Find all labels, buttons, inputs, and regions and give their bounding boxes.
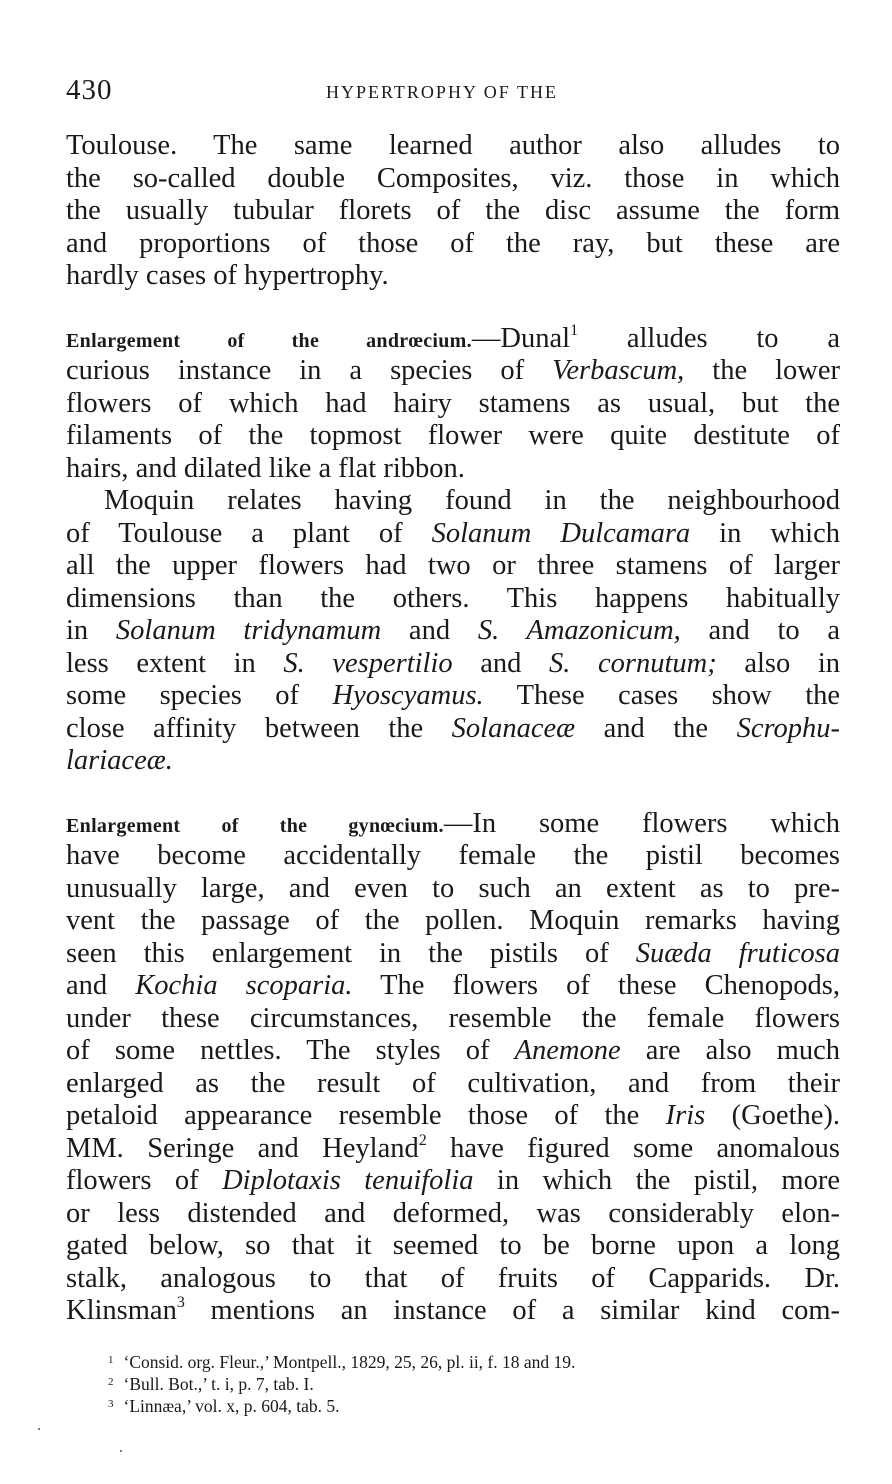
footnote-ref: 3 — [176, 1294, 185, 1311]
text-line: the usually tubular florets of the disc assume the form — [66, 195, 840, 226]
italic-text: S. Amazonicum, — [477, 615, 681, 646]
text-line: enlarged as the result of cultivation, and from their — [66, 1067, 840, 1099]
italic-text: Solanum tridynamum — [115, 615, 382, 646]
footnote-mark: 1 — [108, 1354, 114, 1366]
footnotes — [108, 1349, 848, 1415]
footnote-text: ‘Consid. org. Fleur.,’ Montpell., 1829, 25, 26, pl. ii, f. 18 and 19. — [123, 1352, 576, 1372]
text-fragment: and — [452, 647, 549, 679]
text-line: have become accidentally female the pistil becomes — [66, 840, 840, 871]
text-line: gated below, so that it seemed to be borne upon a long — [66, 1230, 840, 1261]
text-fragment: in which — [690, 517, 840, 549]
text-fragment: and proportions of those of the ray, but these are — [66, 227, 840, 259]
text-fragment: (Goethe). — [705, 1100, 841, 1131]
footnote-ref: 2 — [418, 1131, 427, 1149]
page-header — [66, 74, 840, 114]
text-line — [66, 938, 840, 971]
paper-speck — [120, 1450, 122, 1452]
italic-text: lariaceæ. — [66, 745, 173, 776]
text-fragment: alludes to a — [578, 322, 840, 354]
text-line — [66, 808, 840, 841]
section-gap — [66, 293, 840, 323]
footnote-text: ‘Linnæa,’ vol. x, p. 604, tab. 5. — [123, 1396, 340, 1416]
text-fragment: and — [66, 970, 136, 1001]
text-fragment: The flowers of these Chenopods, — [352, 970, 840, 1001]
text-fragment: of some nettles. The styles of — [66, 1035, 515, 1066]
text-line: or less distended and deformed, was considerably elon- — [66, 1197, 840, 1229]
italic-text: Anemone — [514, 1035, 621, 1066]
text-fragment: MM. Seringe and Heyland — [66, 1132, 419, 1164]
text-fragment: flowers of — [66, 1165, 223, 1196]
italic-text: Hyoscyamus. — [332, 680, 484, 711]
italic-text: Iris — [665, 1100, 706, 1131]
italic-text: S. cornutum; — [549, 647, 717, 679]
text-fragment: and the — [575, 712, 737, 744]
italic-text: Solanaceæ — [451, 712, 576, 744]
text-line: hairs, and dilated like a flat ribbon. — [66, 452, 465, 484]
text-line — [66, 615, 840, 648]
body-text — [66, 130, 840, 1328]
text-line — [66, 518, 840, 551]
text-line: unusually large, and even to such an extent as to pre- — [66, 872, 840, 904]
text-fragment: have figured some anomalous — [426, 1132, 840, 1164]
text-line — [66, 680, 840, 713]
footnote-ref: 1 — [570, 321, 579, 339]
text-fragment: curious instance in a species of — [66, 355, 553, 386]
text-line — [66, 713, 840, 746]
text-fragment: also in — [716, 647, 840, 679]
text-line — [66, 1035, 840, 1068]
page-number: 430 — [66, 74, 113, 106]
footnote-text: ‘Bull. Bot.,’ t. i, p. 7, tab. I. — [123, 1374, 314, 1394]
section-heading-gynoecium: Enlargement of the gynœcium. — [66, 814, 444, 837]
text-line — [66, 355, 840, 388]
text-line: the so-called double Composites, viz. those in which — [66, 162, 840, 194]
text-line: Moquin relates having found in the neighbourhood — [104, 485, 840, 516]
text-line — [66, 648, 840, 681]
italic-text: Suæda fruticosa — [635, 937, 840, 969]
text-line: vent the passage of the pollen. Moquin remarks having — [66, 905, 840, 936]
footnote — [108, 1393, 848, 1415]
italic-text: Solanum Dulcamara — [431, 517, 691, 549]
italic-text: Verbascum, — [552, 355, 685, 386]
text-line: Toulouse. The same learned author also alludes to — [66, 130, 840, 161]
text-fragment: —In some flowers which — [443, 807, 840, 839]
italic-text: S. vespertilio — [283, 647, 453, 679]
text-line: all the upper flowers had two or three stamens of larger — [66, 550, 840, 581]
italic-text: Diplotaxis tenuifolia — [222, 1165, 474, 1196]
text-fragment: of Toulouse a plant of — [66, 517, 432, 549]
italic-text: Scrophu- — [736, 712, 841, 744]
footnote — [108, 1371, 848, 1393]
text-line — [66, 1165, 840, 1198]
text-line — [66, 970, 840, 1003]
footnote — [108, 1349, 848, 1371]
text-fragment: mentions an instance of a similar kind com- — [184, 1295, 840, 1326]
text-fragment: These cases show the — [483, 680, 841, 711]
text-line: dimensions than the others. This happens habitually — [66, 582, 840, 614]
text-line — [66, 1100, 840, 1133]
text-line — [66, 228, 840, 261]
text-line — [66, 745, 840, 778]
paper-speck — [38, 1428, 40, 1430]
italic-text: Kochia scoparia. — [135, 970, 353, 1001]
text-line: under these circumstances, resemble the female flowers — [66, 1002, 840, 1034]
text-fragment: petaloid appearance resemble those of the — [66, 1100, 666, 1131]
text-fragment: and to a — [680, 615, 841, 646]
text-line: stalk, analogous to that of fruits of Capparids. Dr. — [66, 1262, 840, 1294]
text-fragment: in — [66, 615, 116, 646]
text-line: hardly cases of hypertrophy. — [66, 260, 389, 291]
text-fragment: and — [381, 615, 478, 646]
text-line: filaments of the topmost flower were quite destitute of — [66, 420, 840, 451]
text-fragment: in which the pistil, more — [473, 1165, 840, 1196]
footnote-mark: 2 — [108, 1376, 114, 1388]
text-line — [66, 1133, 840, 1166]
text-fragment: Klinsman — [66, 1295, 177, 1326]
text-fragment: —Dunal — [471, 322, 571, 354]
text-fragment: the lower — [684, 355, 840, 386]
text-fragment: less extent in — [66, 647, 284, 679]
text-fragment: some species of — [66, 680, 333, 711]
text-line — [66, 1295, 840, 1328]
text-fragment: close affinity between the — [66, 712, 452, 744]
text-fragment: are also much — [620, 1035, 840, 1066]
text-fragment: seen this enlargement in the pistils of — [66, 937, 636, 969]
section-gap — [66, 778, 840, 808]
running-head: HYPERTROPHY OF THE — [326, 82, 558, 102]
footnote-mark: 3 — [108, 1398, 114, 1410]
text-line: flowers of which had hairy stamens as usual, but the — [66, 387, 840, 419]
section-heading-androecium: Enlargement of the andrœcium. — [66, 329, 472, 352]
text-line — [66, 323, 840, 356]
